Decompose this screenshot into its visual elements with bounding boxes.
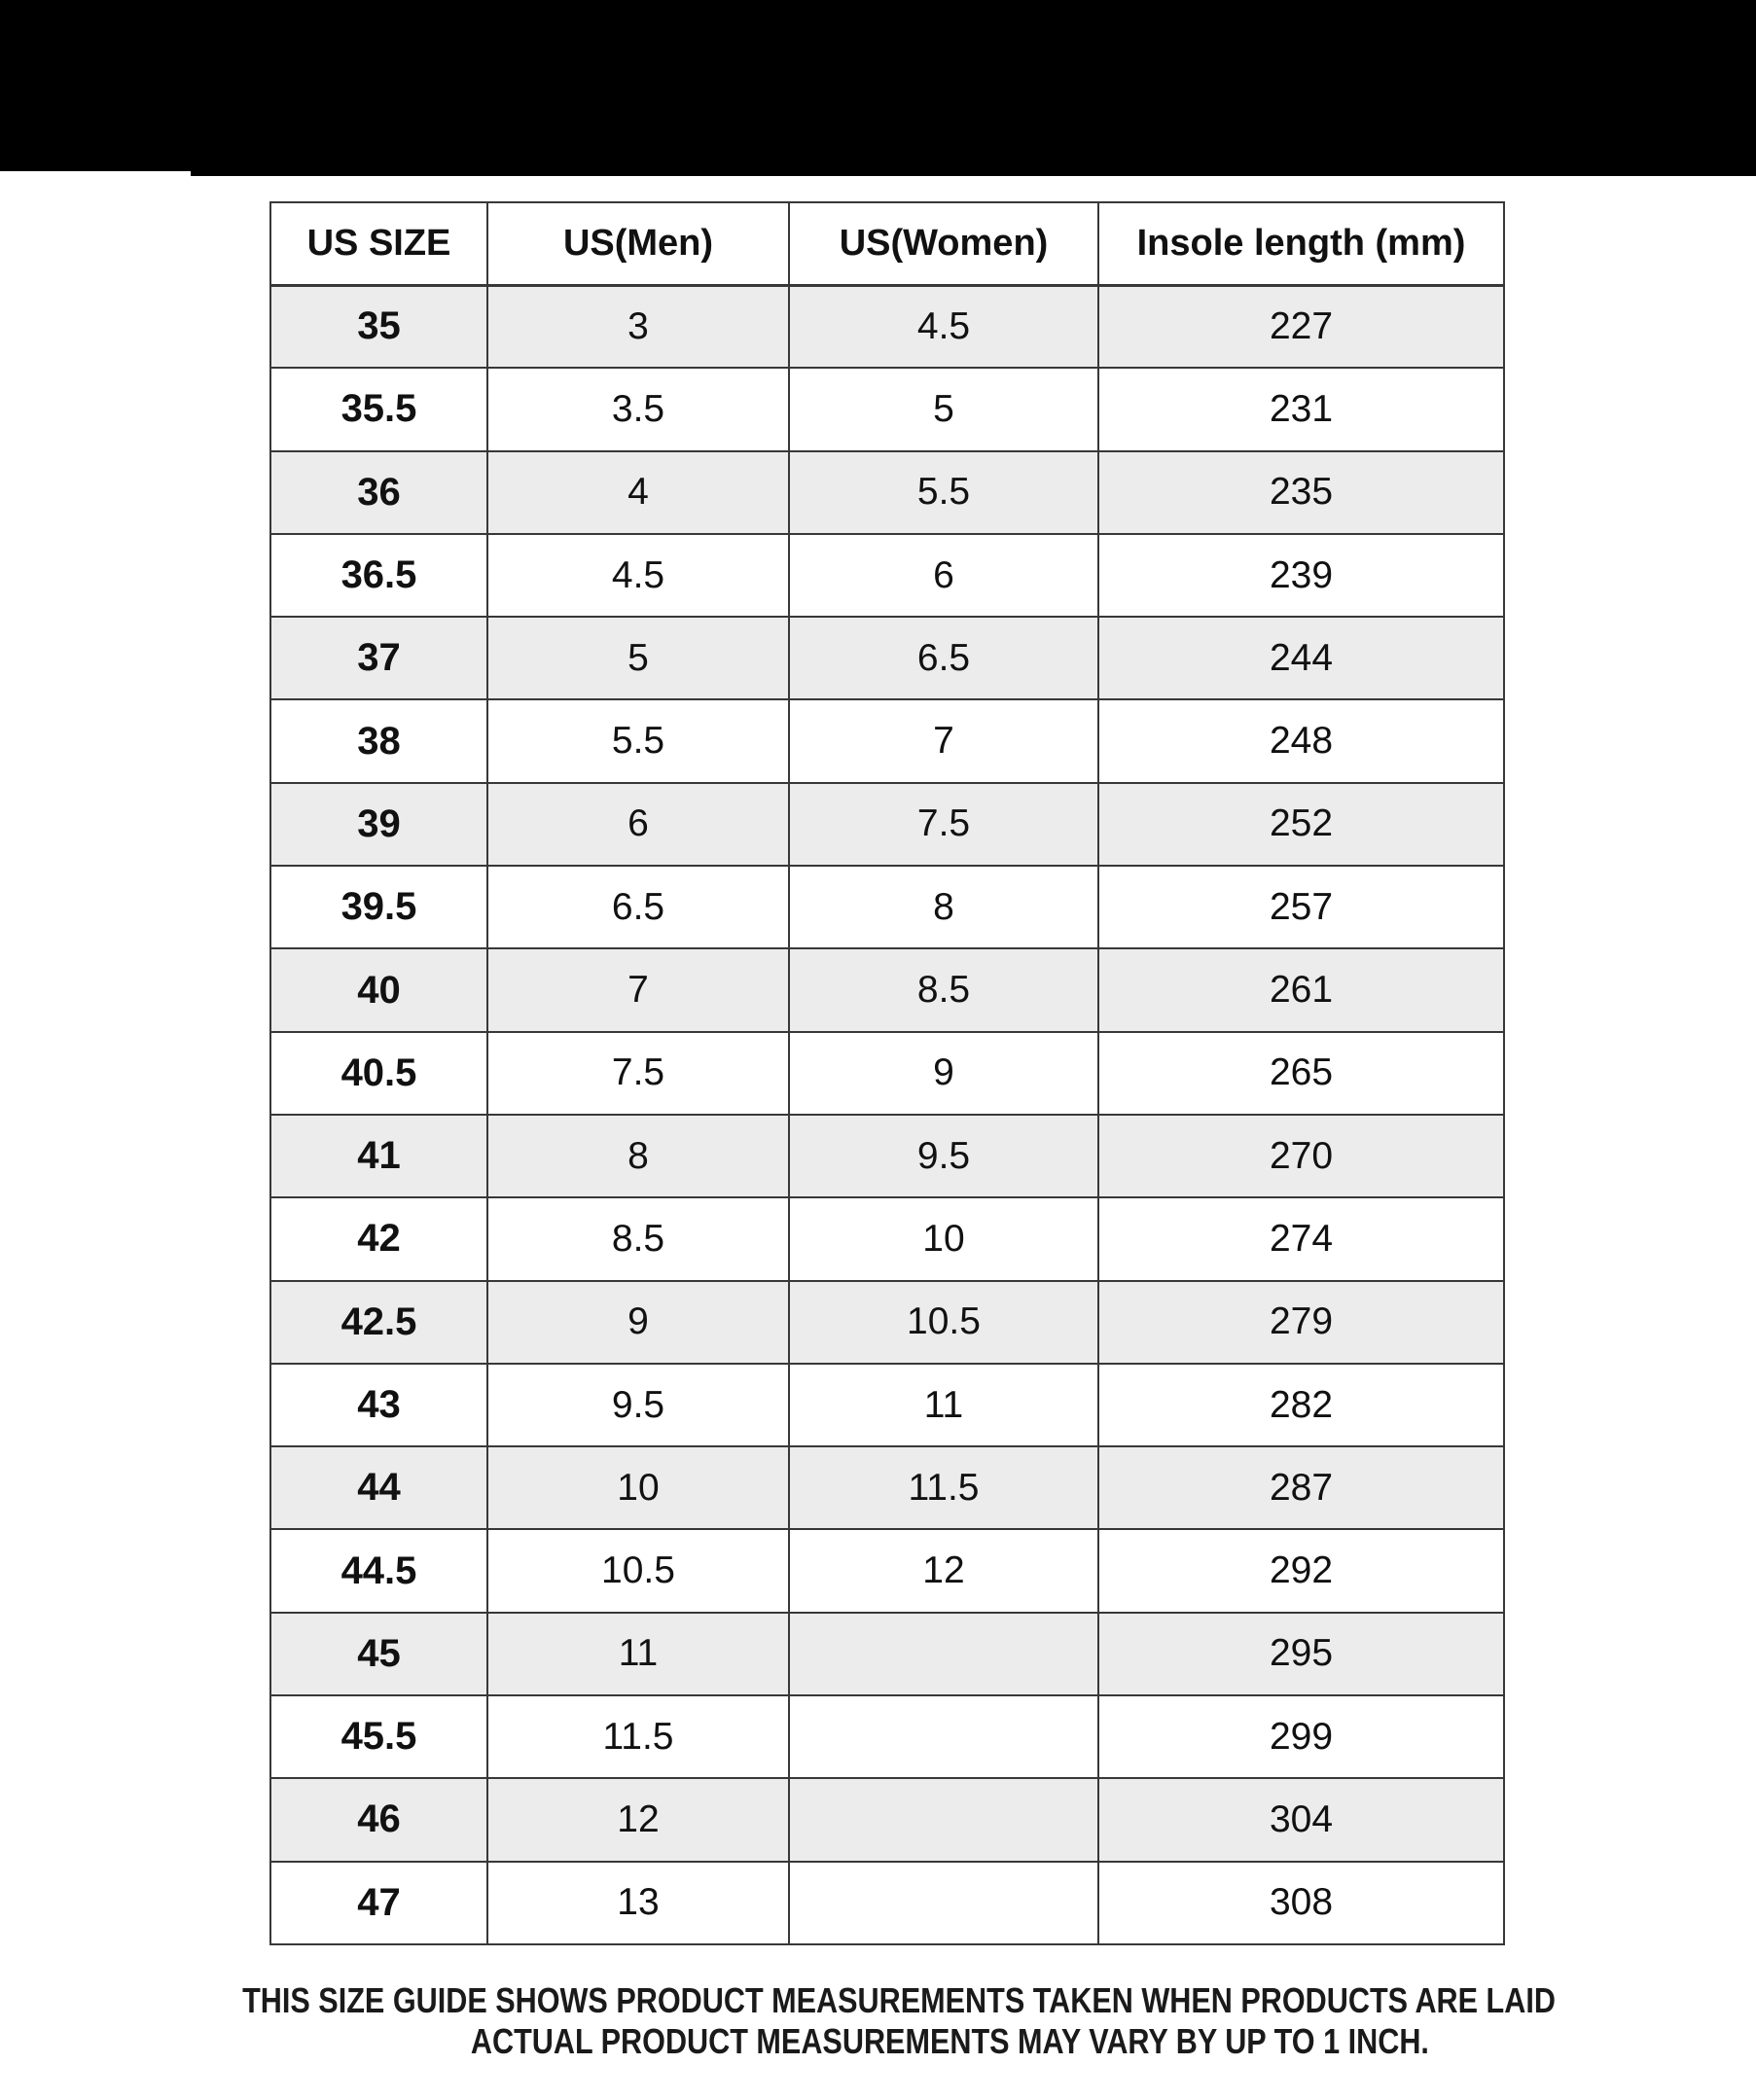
table-row bbox=[270, 783, 1504, 866]
cell-us-women bbox=[789, 1613, 1098, 1695]
cell-us-men: 3.5 bbox=[487, 368, 789, 450]
table-row bbox=[270, 617, 1504, 699]
table-row bbox=[270, 1446, 1504, 1529]
cell-us-men: 9 bbox=[487, 1281, 789, 1364]
table-row bbox=[270, 1197, 1504, 1280]
size-table-body bbox=[270, 285, 1504, 1944]
cell-insole-length: 292 bbox=[1098, 1529, 1504, 1612]
cell-us-women: 6.5 bbox=[789, 617, 1098, 699]
cell-insole-length: 231 bbox=[1098, 368, 1504, 450]
table-row bbox=[270, 534, 1504, 617]
cell-us-size: 35 bbox=[270, 285, 487, 368]
cell-us-men: 4 bbox=[487, 451, 789, 534]
cell-us-size: 45 bbox=[270, 1613, 487, 1695]
cell-us-size: 37 bbox=[270, 617, 487, 699]
cell-insole-length: 227 bbox=[1098, 285, 1504, 368]
table-row bbox=[270, 1862, 1504, 1944]
cell-us-size: 40.5 bbox=[270, 1032, 487, 1115]
cell-insole-length: 257 bbox=[1098, 866, 1504, 948]
header-us-women: US(Women) bbox=[789, 202, 1098, 285]
cell-us-men: 10.5 bbox=[487, 1529, 789, 1612]
cell-insole-length: 287 bbox=[1098, 1446, 1504, 1529]
table-row bbox=[270, 699, 1504, 782]
footer-disclaimer bbox=[0, 1980, 1756, 2062]
cell-us-men: 5.5 bbox=[487, 699, 789, 782]
cell-us-men: 7 bbox=[487, 948, 789, 1031]
cell-us-size: 39 bbox=[270, 783, 487, 866]
table-row bbox=[270, 1115, 1504, 1197]
cell-us-men: 8.5 bbox=[487, 1197, 789, 1280]
size-table-header bbox=[270, 202, 1504, 285]
top-black-banner-step bbox=[191, 0, 1756, 176]
cell-us-size: 39.5 bbox=[270, 866, 487, 948]
cell-insole-length: 252 bbox=[1098, 783, 1504, 866]
cell-insole-length: 282 bbox=[1098, 1364, 1504, 1446]
cell-us-size: 43 bbox=[270, 1364, 487, 1446]
cell-insole-length: 299 bbox=[1098, 1695, 1504, 1778]
table-row bbox=[270, 368, 1504, 450]
cell-insole-length: 248 bbox=[1098, 699, 1504, 782]
cell-us-size: 44.5 bbox=[270, 1529, 487, 1612]
table-row bbox=[270, 451, 1504, 534]
cell-insole-length: 235 bbox=[1098, 451, 1504, 534]
table-row bbox=[270, 1778, 1504, 1861]
footer-line-1 bbox=[0, 1980, 1756, 2021]
cell-us-men: 7.5 bbox=[487, 1032, 789, 1115]
cell-us-women: 11.5 bbox=[789, 1446, 1098, 1529]
cell-us-men: 11.5 bbox=[487, 1695, 789, 1778]
cell-us-size: 44 bbox=[270, 1446, 487, 1529]
header-us-size: US SIZE bbox=[270, 202, 487, 285]
cell-us-size: 41 bbox=[270, 1115, 487, 1197]
header-us-men: US(Men) bbox=[487, 202, 789, 285]
header-insole-length: Insole length (mm) bbox=[1098, 202, 1504, 285]
cell-us-size: 40 bbox=[270, 948, 487, 1031]
cell-us-women: 9.5 bbox=[789, 1115, 1098, 1197]
table-row bbox=[270, 1613, 1504, 1695]
cell-us-size: 47 bbox=[270, 1862, 487, 1944]
cell-us-men: 13 bbox=[487, 1862, 789, 1944]
cell-insole-length: 239 bbox=[1098, 534, 1504, 617]
cell-us-women: 8.5 bbox=[789, 948, 1098, 1031]
cell-us-size: 38 bbox=[270, 699, 487, 782]
cell-us-size: 46 bbox=[270, 1778, 487, 1861]
table-row bbox=[270, 1364, 1504, 1446]
cell-us-women: 8 bbox=[789, 866, 1098, 948]
footer-line-2 bbox=[0, 2021, 1756, 2062]
cell-us-women bbox=[789, 1695, 1098, 1778]
cell-insole-length: 308 bbox=[1098, 1862, 1504, 1944]
cell-us-men: 12 bbox=[487, 1778, 789, 1861]
cell-insole-length: 279 bbox=[1098, 1281, 1504, 1364]
cell-us-men: 3 bbox=[487, 285, 789, 368]
cell-us-size: 36.5 bbox=[270, 534, 487, 617]
cell-us-women: 10 bbox=[789, 1197, 1098, 1280]
cell-insole-length: 295 bbox=[1098, 1613, 1504, 1695]
cell-us-men: 4.5 bbox=[487, 534, 789, 617]
cell-us-men: 11 bbox=[487, 1613, 789, 1695]
table-row bbox=[270, 285, 1504, 368]
table-row bbox=[270, 1695, 1504, 1778]
cell-us-women: 7.5 bbox=[789, 783, 1098, 866]
table-row bbox=[270, 1032, 1504, 1115]
footer-line-1-text: THIS SIZE GUIDE SHOWS PRODUCT MEASUREMENTS TAKEN WHEN PRODUCTS ARE LAID bbox=[242, 1980, 1557, 2020]
cell-us-men: 10 bbox=[487, 1446, 789, 1529]
cell-us-size: 42 bbox=[270, 1197, 487, 1280]
cell-insole-length: 274 bbox=[1098, 1197, 1504, 1280]
cell-us-women: 5 bbox=[789, 368, 1098, 450]
footer-line-2-text: ACTUAL PRODUCT MEASUREMENTS MAY VARY BY UP TO 1 INCH. bbox=[470, 2021, 1430, 2061]
cell-insole-length: 270 bbox=[1098, 1115, 1504, 1197]
cell-us-women: 12 bbox=[789, 1529, 1098, 1612]
size-guide-table bbox=[269, 201, 1505, 1945]
cell-us-women: 11 bbox=[789, 1364, 1098, 1446]
cell-us-women: 5.5 bbox=[789, 451, 1098, 534]
cell-us-men: 6.5 bbox=[487, 866, 789, 948]
cell-us-men: 6 bbox=[487, 783, 789, 866]
cell-us-women: 6 bbox=[789, 534, 1098, 617]
table-row bbox=[270, 1529, 1504, 1612]
cell-insole-length: 304 bbox=[1098, 1778, 1504, 1861]
cell-us-men: 9.5 bbox=[487, 1364, 789, 1446]
table-row bbox=[270, 866, 1504, 948]
table-row bbox=[270, 1281, 1504, 1364]
cell-insole-length: 265 bbox=[1098, 1032, 1504, 1115]
cell-us-men: 5 bbox=[487, 617, 789, 699]
cell-us-women: 9 bbox=[789, 1032, 1098, 1115]
cell-us-size: 36 bbox=[270, 451, 487, 534]
cell-insole-length: 244 bbox=[1098, 617, 1504, 699]
cell-us-size: 45.5 bbox=[270, 1695, 487, 1778]
cell-us-size: 42.5 bbox=[270, 1281, 487, 1364]
cell-us-women bbox=[789, 1862, 1098, 1944]
cell-us-women: 4.5 bbox=[789, 285, 1098, 368]
cell-us-women bbox=[789, 1778, 1098, 1861]
cell-us-size: 35.5 bbox=[270, 368, 487, 450]
cell-insole-length: 261 bbox=[1098, 948, 1504, 1031]
cell-us-men: 8 bbox=[487, 1115, 789, 1197]
header-row bbox=[270, 202, 1504, 285]
cell-us-women: 10.5 bbox=[789, 1281, 1098, 1364]
cell-us-women: 7 bbox=[789, 699, 1098, 782]
table-row bbox=[270, 948, 1504, 1031]
